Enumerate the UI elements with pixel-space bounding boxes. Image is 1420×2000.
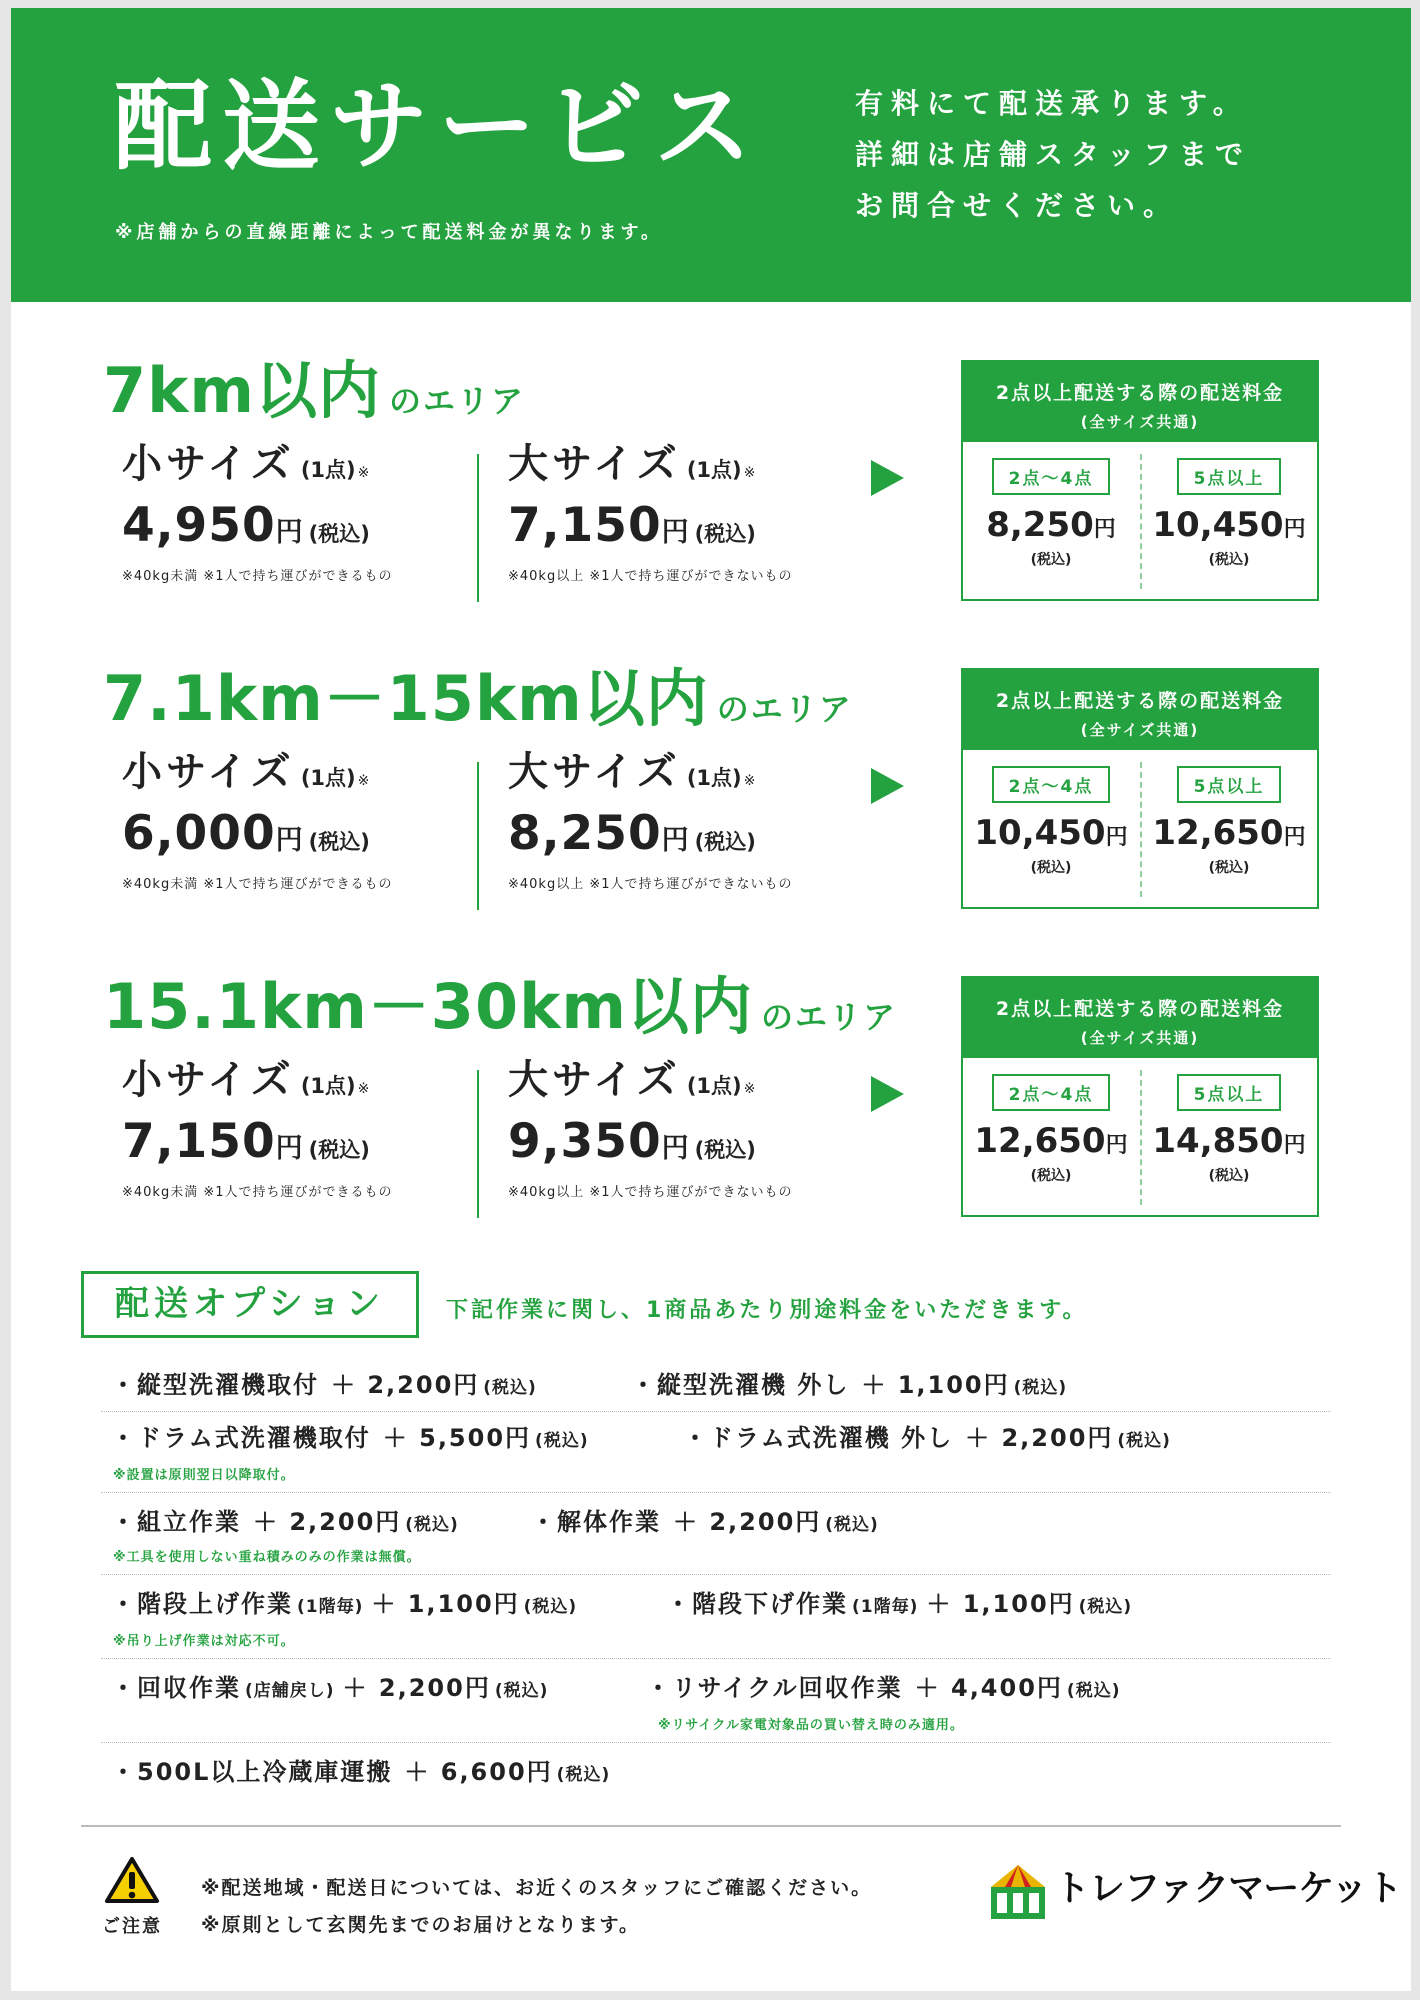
footer-divider	[81, 1825, 1341, 1827]
tier-tax: (税込)	[1208, 552, 1250, 568]
price-tax: (税込)	[308, 1138, 370, 1162]
option-sub: (1階毎)	[297, 1597, 364, 1617]
header-banner	[11, 8, 1411, 302]
tier-label: 5点以上	[1177, 1074, 1282, 1111]
option-name: ・500L以上冷蔵庫運搬	[111, 1758, 393, 1786]
area-title	[103, 354, 525, 427]
size-name: 大サイズ	[508, 1057, 681, 1103]
size-qty: (1点)	[300, 458, 356, 482]
arrow-right-icon	[871, 1076, 904, 1112]
tier-tax: (税込)	[1030, 860, 1072, 876]
logo-text: トレファクマーケット	[1054, 1868, 1402, 1909]
option-tax: (税込)	[1013, 1378, 1068, 1398]
large-size-block	[508, 1057, 878, 1200]
option-price: ＋ 5,500円	[382, 1424, 532, 1452]
area-section-30km	[11, 970, 1411, 1276]
price-value: 7,150	[508, 498, 662, 553]
option-price: ＋ 1,100円	[861, 1371, 1010, 1399]
brand-logo	[987, 1863, 1402, 1921]
tier-tax: (税込)	[1030, 552, 1072, 568]
option-row	[101, 1760, 1331, 1798]
option-name: ・縦型洗濯機取付	[111, 1371, 319, 1399]
size-qty: (1点)	[686, 766, 742, 790]
area-distance: 15.1km－30km以内	[103, 970, 753, 1043]
option-row	[101, 1676, 1331, 1743]
size-name: 大サイズ	[508, 441, 681, 487]
tier-tax: (税込)	[1208, 1168, 1250, 1184]
multi-box-title: 2点以上配送する際の配送料金	[995, 690, 1285, 712]
caution-block	[97, 1856, 167, 1938]
price-value: 7,150	[122, 1114, 276, 1169]
tier-price: 10,450	[1152, 505, 1284, 545]
size-mark: ※	[743, 1081, 756, 1097]
option-item	[683, 1426, 1171, 1450]
size-mark: ※	[743, 465, 756, 481]
option-note: ※吊り上げ作業は対応不可。	[113, 1634, 295, 1649]
option-price: ＋ 4,400円	[914, 1674, 1063, 1702]
option-price: ＋ 2,200円	[673, 1508, 822, 1536]
price-yen: 円	[661, 1133, 689, 1164]
area-distance: 7.1km－15km以内	[103, 662, 709, 735]
size-qty: (1点)	[686, 458, 742, 482]
option-name: ・ドラム式洗濯機取付	[111, 1424, 371, 1452]
area-distance: 7km以内	[103, 354, 381, 427]
divider	[477, 1070, 479, 1218]
size-mark: ※	[743, 773, 756, 789]
option-tax: (税込)	[1117, 1431, 1171, 1451]
multi-box-subtitle: (全サイズ共通)	[1080, 1029, 1200, 1047]
size-mark: ※	[357, 465, 370, 481]
option-row	[101, 1373, 1331, 1412]
tier-price: 12,650	[974, 1121, 1106, 1161]
tier-price: 12,650	[1152, 813, 1284, 853]
option-name: ・階段下げ作業	[666, 1590, 848, 1618]
option-note: ※工具を使用しない重ね積みのみの作業は無償。	[113, 1550, 421, 1565]
arrow-right-icon	[871, 768, 904, 804]
multi-box-header	[963, 978, 1317, 1058]
option-tax: (税込)	[1066, 1681, 1121, 1701]
tier-label: 2点～4点	[992, 766, 1111, 803]
tier-price: 14,850	[1152, 1121, 1284, 1161]
area-suffix: のエリア	[760, 998, 897, 1036]
option-row	[101, 1510, 1331, 1575]
option-note: ※設置は原則翌日以降取付。	[113, 1468, 295, 1483]
option-item	[111, 1592, 577, 1616]
footer-note-line: ※配送地域・配送日については、お近くのスタッフにご確認ください。	[201, 1877, 873, 1899]
footer-notes	[201, 1870, 872, 1944]
price-yen: 円	[661, 825, 689, 856]
tier-label: 2点～4点	[992, 1074, 1111, 1111]
size-note: ※40kg以上 ※1人で持ち運びができないもの	[508, 569, 793, 584]
option-tax: (税込)	[1078, 1597, 1133, 1617]
option-row	[101, 1592, 1331, 1659]
price-value: 8,250	[508, 806, 662, 861]
header-message	[855, 78, 1251, 231]
option-name: ・組立作業	[111, 1508, 241, 1536]
area-suffix: のエリア	[716, 690, 853, 728]
price-yen: 円	[275, 517, 303, 548]
small-size-block	[122, 749, 492, 892]
header-note: ※店舗からの直線距離によって配送料金が異なります。	[115, 222, 664, 243]
tier-label: 5点以上	[1177, 766, 1282, 803]
option-name: ・リサイクル回収作業	[646, 1674, 903, 1702]
page-title: 配送サービス	[114, 70, 763, 184]
option-tax: (税込)	[556, 1765, 611, 1785]
warning-triangle-icon	[104, 1856, 160, 1904]
option-item	[111, 1676, 548, 1700]
area-title	[103, 662, 853, 735]
tier-5-plus	[1141, 1074, 1317, 1185]
option-item	[666, 1592, 1132, 1616]
option-tax: (税込)	[523, 1597, 578, 1617]
option-name: ・ドラム式洗濯機 外し	[683, 1424, 954, 1452]
arrow-right-icon	[871, 460, 904, 496]
large-size-block	[508, 441, 878, 584]
option-item	[111, 1760, 610, 1784]
small-size-block	[122, 441, 492, 584]
option-price: ＋ 2,200円	[965, 1424, 1114, 1452]
price-value: 9,350	[508, 1114, 662, 1169]
caution-label: ご注意	[102, 1916, 162, 1937]
small-size-block	[122, 1057, 492, 1200]
tier-yen: 円	[1283, 517, 1306, 542]
tent-logo-icon	[987, 1863, 1049, 1921]
area-suffix: のエリア	[388, 382, 525, 420]
option-note: ※リサイクル家電対象品の買い替え時のみ適用。	[658, 1718, 964, 1733]
multi-box-title: 2点以上配送する際の配送料金	[995, 998, 1285, 1020]
size-name: 小サイズ	[122, 441, 295, 487]
price-tax: (税込)	[308, 522, 370, 546]
size-note: ※40kg未満 ※1人で持ち運びができるもの	[122, 1185, 393, 1200]
option-name: ・回収作業	[111, 1674, 241, 1702]
size-name: 小サイズ	[122, 749, 295, 795]
size-note: ※40kg未満 ※1人で持ち運びができるもの	[122, 877, 393, 892]
tier-5-plus	[1141, 766, 1317, 877]
tier-label: 5点以上	[1177, 458, 1282, 495]
tier-2-4	[963, 458, 1139, 569]
tier-price: 8,250	[986, 505, 1094, 545]
tier-5-plus	[1141, 458, 1317, 569]
size-mark: ※	[357, 773, 370, 789]
price-value: 6,000	[122, 806, 276, 861]
option-sub: (店舗戻し)	[245, 1681, 335, 1701]
multi-box-title: 2点以上配送する際の配送料金	[995, 382, 1285, 404]
price-value: 4,950	[122, 498, 276, 553]
multi-item-price-box	[961, 976, 1319, 1217]
size-qty: (1点)	[300, 1074, 356, 1098]
option-name: ・解体作業	[531, 1508, 661, 1536]
size-name: 大サイズ	[508, 749, 681, 795]
divider	[477, 762, 479, 910]
multi-item-price-box	[961, 668, 1319, 909]
tier-yen: 円	[1283, 1133, 1306, 1158]
option-price: ＋ 2,200円	[253, 1508, 402, 1536]
price-yen: 円	[275, 825, 303, 856]
option-sub: (1階毎)	[852, 1597, 919, 1617]
option-row	[101, 1426, 1331, 1493]
size-note: ※40kg以上 ※1人で持ち運びができないもの	[508, 877, 793, 892]
multi-box-header	[963, 670, 1317, 750]
option-tax: (税込)	[483, 1378, 537, 1398]
size-qty: (1点)	[300, 766, 356, 790]
option-name: ・階段上げ作業	[111, 1590, 293, 1618]
tier-label: 2点～4点	[992, 458, 1111, 495]
size-name: 小サイズ	[122, 1057, 295, 1103]
options-label: 配送オプション	[81, 1271, 419, 1338]
tier-2-4	[963, 1074, 1139, 1185]
size-note: ※40kg以上 ※1人で持ち運びができないもの	[508, 1185, 793, 1200]
multi-item-price-box	[961, 360, 1319, 601]
tier-yen: 円	[1105, 825, 1128, 850]
option-price: ＋ 6,600円	[404, 1758, 553, 1786]
price-tax: (税込)	[694, 1138, 756, 1162]
tier-2-4	[963, 766, 1139, 877]
divider	[477, 454, 479, 602]
option-price: ＋ 2,200円	[331, 1371, 480, 1399]
tier-yen: 円	[1283, 825, 1306, 850]
flyer-page	[11, 8, 1411, 1991]
option-item	[531, 1510, 879, 1534]
option-price: ＋ 1,100円	[926, 1590, 1075, 1618]
header-message-line: 有料にて配送承ります。	[855, 87, 1249, 120]
footer-note-line: ※原則として玄関先までのお届けとなります。	[201, 1914, 640, 1936]
option-tax: (税込)	[535, 1431, 589, 1451]
header-message-line: お問合せください。	[855, 189, 1180, 222]
price-yen: 円	[661, 517, 689, 548]
price-yen: 円	[275, 1133, 303, 1164]
tier-price: 10,450	[974, 813, 1106, 853]
large-size-block	[508, 749, 878, 892]
size-qty: (1点)	[686, 1074, 742, 1098]
tier-yen: 円	[1093, 517, 1116, 542]
option-item	[111, 1510, 459, 1534]
size-mark: ※	[357, 1081, 370, 1097]
tier-tax: (税込)	[1030, 1168, 1072, 1184]
size-note: ※40kg未満 ※1人で持ち運びができるもの	[122, 569, 393, 584]
option-price: ＋ 2,200円	[342, 1674, 491, 1702]
price-tax: (税込)	[308, 830, 370, 854]
option-price: ＋ 1,100円	[371, 1590, 520, 1618]
tier-tax: (税込)	[1208, 860, 1250, 876]
option-tax: (税込)	[494, 1681, 549, 1701]
option-name: ・縦型洗濯機 外し	[631, 1371, 850, 1399]
area-title	[103, 970, 897, 1043]
price-tax: (税込)	[694, 830, 756, 854]
option-item	[646, 1676, 1120, 1700]
option-tax: (税込)	[825, 1515, 879, 1535]
options-description: 下記作業に関し、1商品あたり別途料金をいただきます。	[446, 1298, 1088, 1323]
tier-yen: 円	[1105, 1133, 1128, 1158]
option-tax: (税込)	[405, 1515, 459, 1535]
multi-box-header	[963, 362, 1317, 442]
area-section-15km	[11, 662, 1411, 968]
multi-box-subtitle: (全サイズ共通)	[1080, 721, 1200, 739]
option-item	[631, 1373, 1067, 1397]
area-section-7km	[11, 354, 1411, 660]
option-item	[111, 1373, 537, 1397]
option-item	[111, 1426, 589, 1450]
header-message-line: 詳細は店舗スタッフまで	[855, 138, 1252, 171]
price-tax: (税込)	[694, 522, 756, 546]
multi-box-subtitle: (全サイズ共通)	[1080, 413, 1200, 431]
